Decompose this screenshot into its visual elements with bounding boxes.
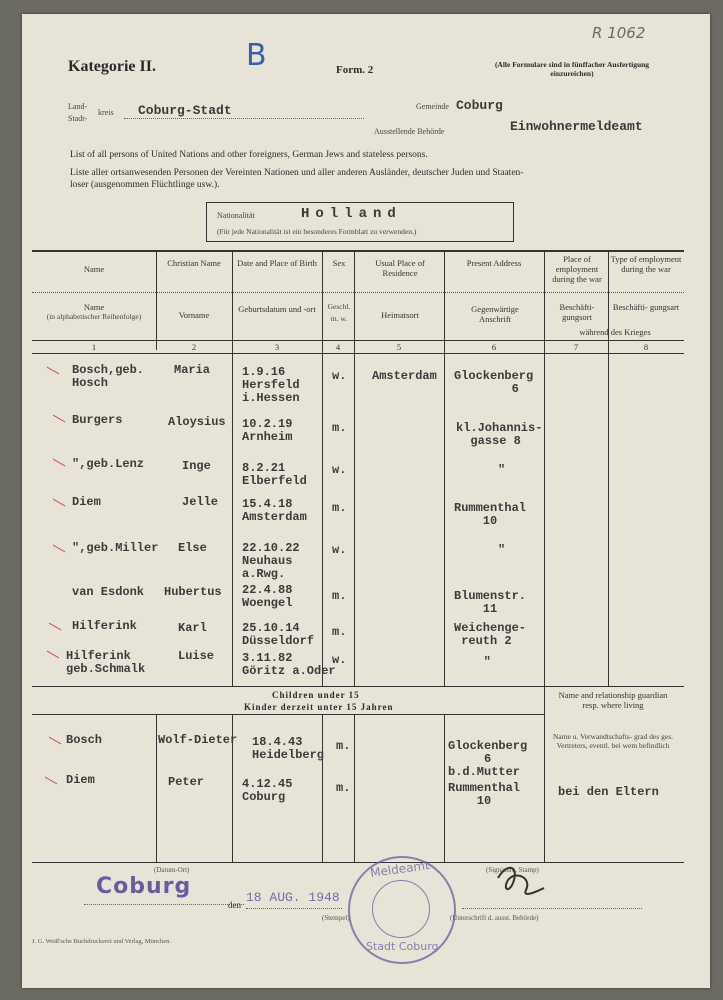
col-header-emp-place-de: Beschäfti- gungsort bbox=[559, 302, 595, 322]
row-name: ",geb.Lenz bbox=[72, 457, 145, 471]
place-stamp: Coburg bbox=[96, 874, 192, 899]
row-address: " bbox=[462, 655, 491, 669]
signature-mark bbox=[492, 860, 552, 904]
stamp-text-top: Meldeamt bbox=[369, 857, 431, 881]
col-num-7: 7 bbox=[573, 342, 579, 352]
col-num-3: 3 bbox=[274, 342, 280, 352]
children-title-en: Children under 15 bbox=[272, 690, 360, 700]
nationality-note: (Für jede Nationalität ist ein besonderes Formblatt zu verwenden.) bbox=[217, 227, 417, 236]
row-sex: m. bbox=[332, 421, 347, 435]
child-vorname: Peter bbox=[168, 775, 205, 789]
intro-english: List of all persons of United Nations and other foreigners, German Jews and stateless persons. bbox=[70, 150, 428, 160]
handwritten-letter: B bbox=[246, 38, 267, 73]
col-header-emp-shared-de: während des Krieges bbox=[579, 327, 651, 337]
child-birth: 4.12.45 Coburg bbox=[242, 777, 293, 804]
row-vorname: Else bbox=[178, 541, 207, 555]
col-num-6: 6 bbox=[491, 342, 497, 352]
child-birth: 18.4.43 Heidelberg bbox=[252, 735, 325, 762]
stamp-text-bottom: Stadt Coburg bbox=[366, 940, 439, 953]
col-header-emp-type-en: Type of employment during the war bbox=[610, 254, 682, 274]
intro-german-2: loser (ausgenommen Flüchtlinge usw.). bbox=[70, 180, 220, 190]
nationality-box bbox=[206, 202, 514, 242]
check-mark bbox=[53, 499, 66, 507]
col-header-name-de-sub: (in alphabetischer Reihenfolge) bbox=[46, 312, 142, 321]
col-num-8: 8 bbox=[643, 342, 649, 352]
col-header-emp-type-de: Beschäfti- gungsart bbox=[612, 302, 680, 312]
row-birth: 8.2.21 Elberfeld bbox=[242, 461, 307, 488]
check-mark bbox=[53, 415, 66, 423]
row-address: " bbox=[462, 543, 506, 557]
gemeinde-label: Gemeinde bbox=[416, 102, 449, 111]
col-header-address-de: Gegenwärtige Anschrift bbox=[471, 304, 519, 324]
stamp-inner-ring bbox=[372, 880, 430, 938]
official-stamp bbox=[348, 856, 456, 964]
row-birth: 22.10.22 Neuhaus a.Rwg. bbox=[242, 541, 300, 581]
row-sex: m. bbox=[332, 501, 347, 515]
check-mark bbox=[47, 651, 60, 659]
printer-note: J. G. Weiß'sche Buchdruckerei und Verlag, München. bbox=[32, 938, 172, 945]
row-name: Hilferink bbox=[72, 619, 137, 633]
signature-label: (Signature, Stamp) bbox=[486, 866, 539, 874]
row-birth: 22.4.88 Woengel bbox=[242, 583, 293, 610]
row-name: Diem bbox=[72, 495, 101, 509]
row-address: " bbox=[462, 463, 506, 477]
children-title-de: Kinder derzeit unter 15 Jahren bbox=[244, 702, 394, 712]
row-name: Burgers bbox=[72, 413, 123, 427]
row-vorname: Inge bbox=[182, 459, 211, 473]
row-birth: 10.2.19 Arnheim bbox=[242, 417, 293, 444]
check-mark bbox=[49, 623, 62, 631]
col-header-emp-place-en: Place of employment during the war bbox=[552, 254, 602, 284]
corner-note: R 1062 bbox=[592, 24, 646, 42]
row-name: Bosch,geb. Hosch bbox=[72, 363, 145, 390]
behoerde-label: Ausstellende Behörde bbox=[374, 127, 445, 136]
child-name: Bosch bbox=[66, 733, 103, 747]
row-name: ",geb.Miller bbox=[72, 541, 159, 555]
col-header-name-en: Name bbox=[83, 264, 105, 274]
check-mark bbox=[47, 367, 60, 375]
check-mark bbox=[45, 777, 58, 785]
form-sheet bbox=[22, 14, 710, 988]
row-residence: Amsterdam bbox=[372, 369, 437, 383]
row-address: kl.Johannis- gasse 8 bbox=[456, 421, 543, 448]
child-vorname: Wolf-Dieter bbox=[158, 733, 238, 747]
row-birth: 3.11.82 Göritz a.Oder bbox=[242, 651, 336, 678]
row-birth: 1.9.16 Hersfeld i.Hessen bbox=[242, 365, 300, 405]
landkreis-label-2: Stadt- bbox=[68, 114, 88, 123]
col-header-sex-de-sub: m. w. bbox=[330, 314, 348, 323]
row-name: Hilferink geb.Schmalk bbox=[66, 649, 146, 676]
row-vorname: Jelle bbox=[182, 495, 219, 509]
nationality-value: Holland bbox=[301, 206, 402, 222]
guardian-header-de: Name u. Verwandtschafts- grad des ges. Vertreters, eventl. bei wem befindlich bbox=[552, 732, 674, 750]
place-label: (Datum-Ort) bbox=[154, 866, 190, 874]
child-guardian: bei den Eltern bbox=[558, 785, 659, 799]
col-header-christian-de: Vorname bbox=[178, 310, 210, 320]
unterschrift-label: (Unterschrift d. ausst. Behörde) bbox=[450, 914, 539, 922]
col-header-christian-en: Christian Name bbox=[167, 258, 221, 268]
row-sex: w. bbox=[332, 463, 347, 477]
row-sex: m. bbox=[332, 589, 347, 603]
col-header-address-en: Present Address bbox=[466, 258, 522, 268]
col-header-sex-en: Sex bbox=[332, 258, 346, 268]
kreis-label: kreis bbox=[98, 108, 114, 117]
col-header-residence-de: Heimatsort bbox=[381, 310, 419, 320]
nationality-label: Nationalität bbox=[217, 211, 255, 220]
check-mark bbox=[53, 545, 66, 553]
row-sex: w. bbox=[332, 653, 347, 667]
col-num-5: 5 bbox=[396, 342, 402, 352]
intro-german-1: Liste aller ortsanwesenden Personen der Vereinten Nationen und aller anderen Ausländer, deutscher Juden und Staaten- bbox=[70, 168, 524, 178]
child-address: Rummenthal 10 bbox=[448, 781, 521, 808]
child-name: Diem bbox=[66, 773, 95, 787]
date-stamp: 18 AUG. 1948 bbox=[246, 890, 340, 905]
row-address: Blumenstr. 11 bbox=[454, 589, 527, 616]
form-label: Form. 2 bbox=[336, 64, 374, 76]
row-address: Glockenberg 6 bbox=[454, 369, 534, 396]
landkreis-label-1: Land- bbox=[68, 102, 88, 111]
row-vorname: Aloysius bbox=[168, 415, 226, 429]
row-birth: 15.4.18 Amsterdam bbox=[242, 497, 307, 524]
stempel-label: (Stempel) bbox=[322, 914, 350, 922]
behoerde-value: Einwohnermeldeamt bbox=[510, 119, 643, 134]
col-num-1: 1 bbox=[91, 342, 97, 352]
col-num-4: 4 bbox=[335, 342, 341, 352]
col-header-birth-en: Date and Place of Birth bbox=[237, 258, 317, 268]
child-address: Glockenberg 6 b.d.Mutter bbox=[448, 739, 528, 779]
row-birth: 25.10.14 Düsseldorf bbox=[242, 621, 315, 648]
row-sex: w. bbox=[332, 543, 347, 557]
child-sex: m. bbox=[336, 781, 351, 795]
row-vorname: Hubertus bbox=[164, 585, 222, 599]
col-header-name-de: Name bbox=[83, 302, 105, 312]
row-sex: m. bbox=[332, 625, 347, 639]
category-title: Kategorie II. bbox=[68, 58, 156, 75]
col-header-residence-en: Usual Place of Residence bbox=[375, 258, 425, 278]
col-num-2: 2 bbox=[191, 342, 197, 352]
row-vorname: Karl bbox=[178, 621, 207, 635]
kreis-value: Coburg-Stadt bbox=[138, 103, 232, 118]
check-mark bbox=[53, 459, 66, 467]
row-address: Weichenge- reuth 2 bbox=[454, 621, 527, 648]
row-name: van Esdonk bbox=[72, 585, 145, 599]
check-mark bbox=[49, 737, 62, 745]
row-vorname: Luise bbox=[178, 649, 215, 663]
child-sex: m. bbox=[336, 739, 351, 753]
instructions-note: (Alle Formulare sind in fünffacher Ausfertigung einzureichen) bbox=[494, 60, 650, 78]
col-header-sex-de: Geschl. bbox=[327, 302, 351, 311]
row-address: Rummenthal 10 bbox=[454, 501, 527, 528]
den-label: den bbox=[228, 900, 241, 910]
col-header-birth-de: Geburtsdatum und -ort bbox=[238, 304, 316, 314]
guardian-header-en: Name and relationship guardian resp. where living bbox=[558, 690, 668, 710]
gemeinde-value: Coburg bbox=[456, 98, 503, 113]
row-vorname: Maria bbox=[174, 363, 211, 377]
row-sex: w. bbox=[332, 369, 347, 383]
